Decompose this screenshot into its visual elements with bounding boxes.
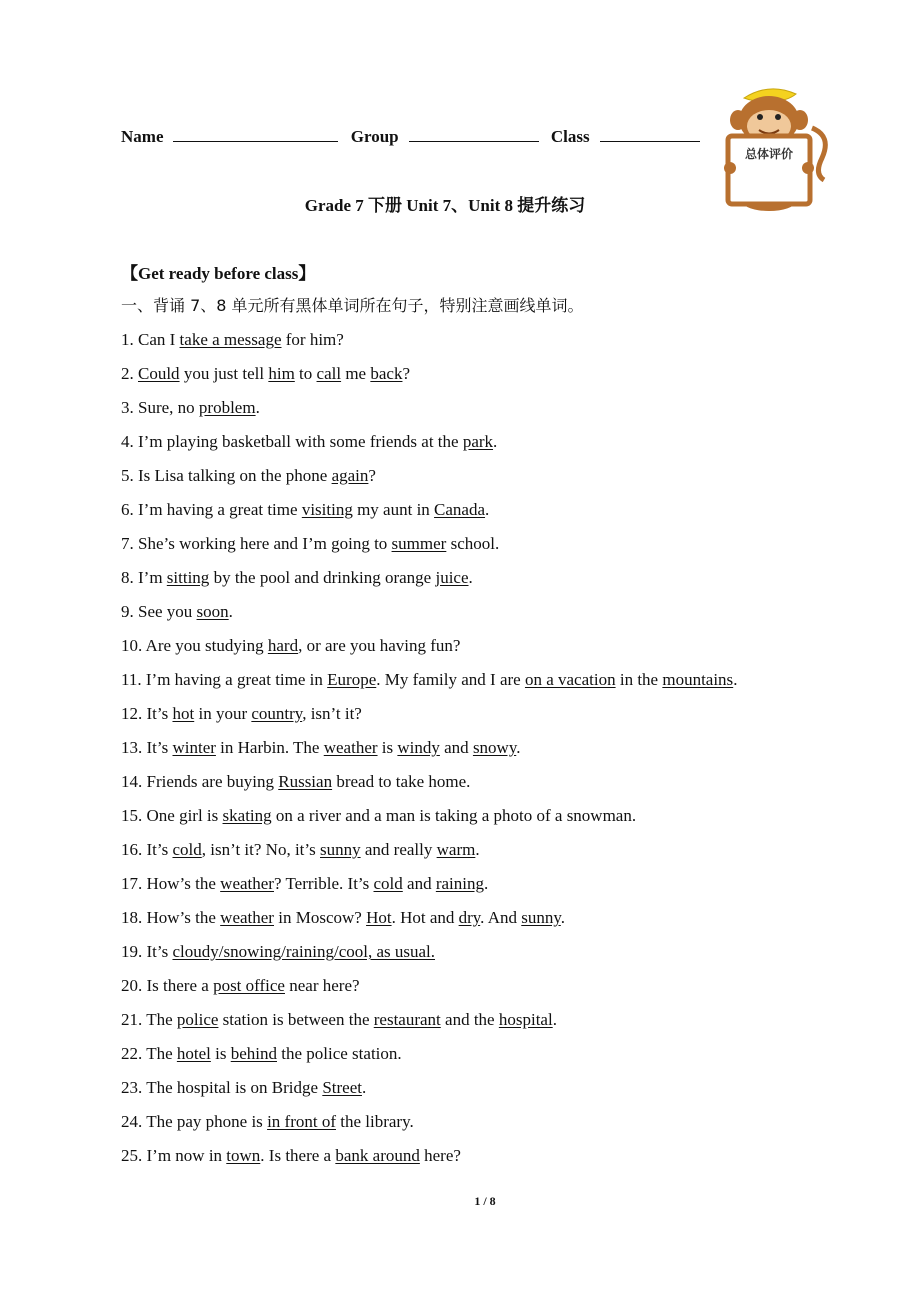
underlined-word: him: [268, 364, 295, 383]
sentence-text: 21. The: [121, 1010, 177, 1029]
underlined-word: hotel: [176, 1044, 211, 1063]
sentence-text: .: [468, 568, 473, 587]
sentence-text: 6. I’m having a great time: [121, 500, 302, 519]
sentence-text: .: [484, 874, 489, 893]
sentence-text: ?: [402, 364, 410, 383]
underlined-word: mountains: [662, 670, 734, 689]
sentence-text: and: [402, 874, 436, 893]
sentence-text: here?: [419, 1146, 461, 1165]
underlined-word: call: [316, 364, 342, 383]
sentence-item: [121, 871, 737, 905]
sentence-text: 2.: [121, 364, 138, 383]
sentence-text: in Moscow?: [273, 908, 367, 927]
sentence-text: 13. It’s: [121, 738, 173, 757]
sentence-text: you just tell: [179, 364, 269, 383]
sentence-item: [121, 1143, 737, 1177]
sentence-text: .: [493, 432, 498, 451]
sentence-text: .: [552, 1010, 557, 1029]
sentence-text: . Hot and: [391, 908, 459, 927]
sentence-text: 8. I’m: [121, 568, 167, 587]
underlined-word: restaurant: [373, 1010, 441, 1029]
underlined-word: skating: [222, 806, 272, 825]
sentence-text: the library.: [336, 1112, 414, 1131]
sentence-text: is: [210, 1044, 231, 1063]
sentence-text: 18. How’s the: [121, 908, 221, 927]
sentence-item: [121, 973, 737, 1007]
underlined-word: winter: [172, 738, 216, 757]
sentence-text: to: [294, 364, 317, 383]
sentence-text: 14. Friends are buying: [121, 772, 279, 791]
sentence-text: .: [475, 840, 480, 859]
sentence-text: 15. One girl is: [121, 806, 223, 825]
sentence-text: 16. It’s: [121, 840, 173, 859]
sentence-item: [121, 769, 737, 803]
instruction-text: 一、背诵 7、8 单元所有黑体单词所在句子，特别注意画线单词。: [121, 296, 584, 315]
sentence-text: and the: [440, 1010, 499, 1029]
sentence-item: [121, 803, 737, 837]
sentence-item: [121, 599, 737, 633]
sentence-text: 10. Are you studying: [121, 636, 268, 655]
sentence-text: . And: [480, 908, 522, 927]
underlined-word: again: [331, 466, 369, 485]
sentence-text: 22. The: [121, 1044, 177, 1063]
sentence-item: [121, 837, 737, 871]
sentence-item: [121, 463, 737, 497]
sentence-item: [121, 1075, 737, 1109]
sentence-text: in Harbin. The: [215, 738, 324, 757]
sentence-item: [121, 1041, 737, 1075]
sentence-text: 7. She’s working here and I’m going to: [121, 534, 392, 553]
underlined-word: Europe: [327, 670, 377, 689]
underlined-word: town: [226, 1146, 261, 1165]
sentence-text: me: [341, 364, 371, 383]
sentence-text: .: [485, 500, 490, 519]
underlined-word: sitting: [166, 568, 210, 587]
underlined-word: hospital: [498, 1010, 553, 1029]
sentence-text: . Is there a: [260, 1146, 336, 1165]
sentence-text: 3. Sure, no: [121, 398, 199, 417]
underlined-word: Canada: [434, 500, 486, 519]
sentence-text: .: [733, 670, 738, 689]
page-title: Grade 7 下册 Unit 7、Unit 8 提升练习: [304, 196, 586, 215]
underlined-word: back: [370, 364, 403, 383]
sentence-text: ?: [368, 466, 376, 485]
underlined-word: sunny: [521, 908, 561, 927]
underlined-word: in front of: [267, 1112, 336, 1131]
sentence-item: [121, 361, 737, 395]
badge-label: 总体评价: [744, 147, 794, 161]
sentence-text: . My family and I are: [376, 670, 525, 689]
sentence-item: [121, 905, 737, 939]
underlined-word: police: [176, 1010, 219, 1029]
sentence-text: 17. How’s the: [121, 874, 221, 893]
group-field[interactable]: [409, 124, 539, 142]
sentence-text: in your: [194, 704, 252, 723]
class-label: Class: [550, 127, 590, 146]
sentence-text: 19. It’s: [121, 942, 173, 961]
underlined-word: hard: [267, 636, 299, 655]
sentence-text: for him?: [281, 330, 344, 349]
sentence-text: 20. Is there a: [121, 976, 214, 995]
underlined-word: sunny: [320, 840, 361, 859]
sentence-text: 23. The hospital is on Bridge: [121, 1078, 323, 1097]
underlined-word: dry: [458, 908, 481, 927]
sentence-text: school.: [446, 534, 500, 553]
sentence-item: [121, 565, 737, 599]
sentence-item: [121, 497, 737, 531]
underlined-word: take a message: [179, 330, 282, 349]
name-label: Name: [121, 127, 164, 146]
sentence-text: the police station.: [277, 1044, 402, 1063]
sentence-item: [121, 531, 737, 565]
section-heading: 【Get ready before class】: [121, 264, 316, 283]
sentence-text: .: [361, 1078, 367, 1097]
sentence-text: is: [377, 738, 398, 757]
underlined-word: cloudy/snowing/raining/cool, as usual.: [172, 942, 436, 961]
underlined-word: cold: [373, 874, 403, 893]
sentence-text: bread to take home.: [332, 772, 471, 791]
sentence-text: 5. Is Lisa talking on the phone: [121, 466, 332, 485]
underlined-word: snowy: [472, 738, 517, 757]
sentence-item: [121, 939, 737, 973]
sentence-text: 4. I’m playing basketball with some friends at the: [121, 432, 463, 451]
underlined-word: bank around: [335, 1146, 420, 1165]
underlined-word: post office: [213, 976, 285, 995]
student-info-row: [121, 124, 708, 147]
underlined-word: weather: [220, 874, 274, 893]
underlined-word: problem: [198, 398, 256, 417]
underlined-word: Hot: [366, 908, 392, 927]
sentence-text: 12. It’s: [121, 704, 173, 723]
sentence-text: in the: [615, 670, 663, 689]
sentence-item: [121, 735, 737, 769]
sentence-text: 24. The pay phone is: [121, 1112, 268, 1131]
sentence-text: station is between the: [218, 1010, 374, 1029]
sentence-text: my aunt in: [352, 500, 435, 519]
underlined-word: juice: [435, 568, 469, 587]
sentence-list: [121, 327, 737, 1177]
group-label: Group: [350, 127, 399, 146]
underlined-word: windy: [397, 738, 440, 757]
page-number: 1 / 8: [474, 1194, 496, 1208]
sentence-text: 9. See you: [121, 602, 197, 621]
underlined-word: summer: [391, 534, 447, 553]
underlined-word: hot: [172, 704, 195, 723]
underlined-word: weather: [220, 908, 274, 927]
underlined-word: raining: [435, 874, 484, 893]
underlined-word: Street: [322, 1078, 362, 1097]
underlined-word: on a vacation: [524, 670, 616, 689]
sentence-item: [121, 633, 737, 667]
sentence-text: .: [516, 738, 521, 757]
sentence-text: near here?: [284, 976, 360, 995]
underlined-word: visiting: [301, 500, 353, 519]
sentence-text: , isn’t it? No, it’s: [201, 840, 320, 859]
sentence-item: [121, 429, 737, 463]
class-field[interactable]: [600, 124, 700, 142]
underlined-word: soon: [196, 602, 229, 621]
sentence-text: , isn’t it?: [302, 704, 362, 723]
underlined-word: park: [462, 432, 494, 451]
underlined-word: cold: [172, 840, 202, 859]
underlined-word: behind: [230, 1044, 277, 1063]
sentence-text: on a river and a man is taking a photo of a snowman.: [271, 806, 637, 825]
sentence-text: and really: [360, 840, 437, 859]
underlined-word: Could: [138, 364, 180, 383]
sentence-text: .: [560, 908, 566, 927]
sentence-text: 1. Can I: [121, 330, 180, 349]
sentence-text: 11. I’m having a great time in: [121, 670, 328, 689]
sentence-item: [121, 667, 737, 701]
underlined-word: weather: [323, 738, 378, 757]
underlined-word: country: [251, 704, 303, 723]
sentence-item: [121, 1007, 737, 1041]
sentence-item: [121, 327, 737, 361]
sentence-text: and: [439, 738, 473, 757]
underlined-word: warm: [436, 840, 476, 859]
sentence-item: [121, 701, 737, 735]
sentence-text: 25. I’m now in: [121, 1146, 227, 1165]
name-field[interactable]: [173, 124, 338, 142]
underlined-word: Russian: [278, 772, 333, 791]
sentence-text: , or are you having fun?: [298, 636, 461, 655]
sentence-text: .: [228, 602, 233, 621]
sentence-item: [121, 1109, 737, 1143]
sentence-text: .: [255, 398, 260, 417]
sentence-item: [121, 395, 737, 429]
sentence-text: ? Terrible. It’s: [273, 874, 374, 893]
sentence-text: by the pool and drinking orange: [209, 568, 436, 587]
